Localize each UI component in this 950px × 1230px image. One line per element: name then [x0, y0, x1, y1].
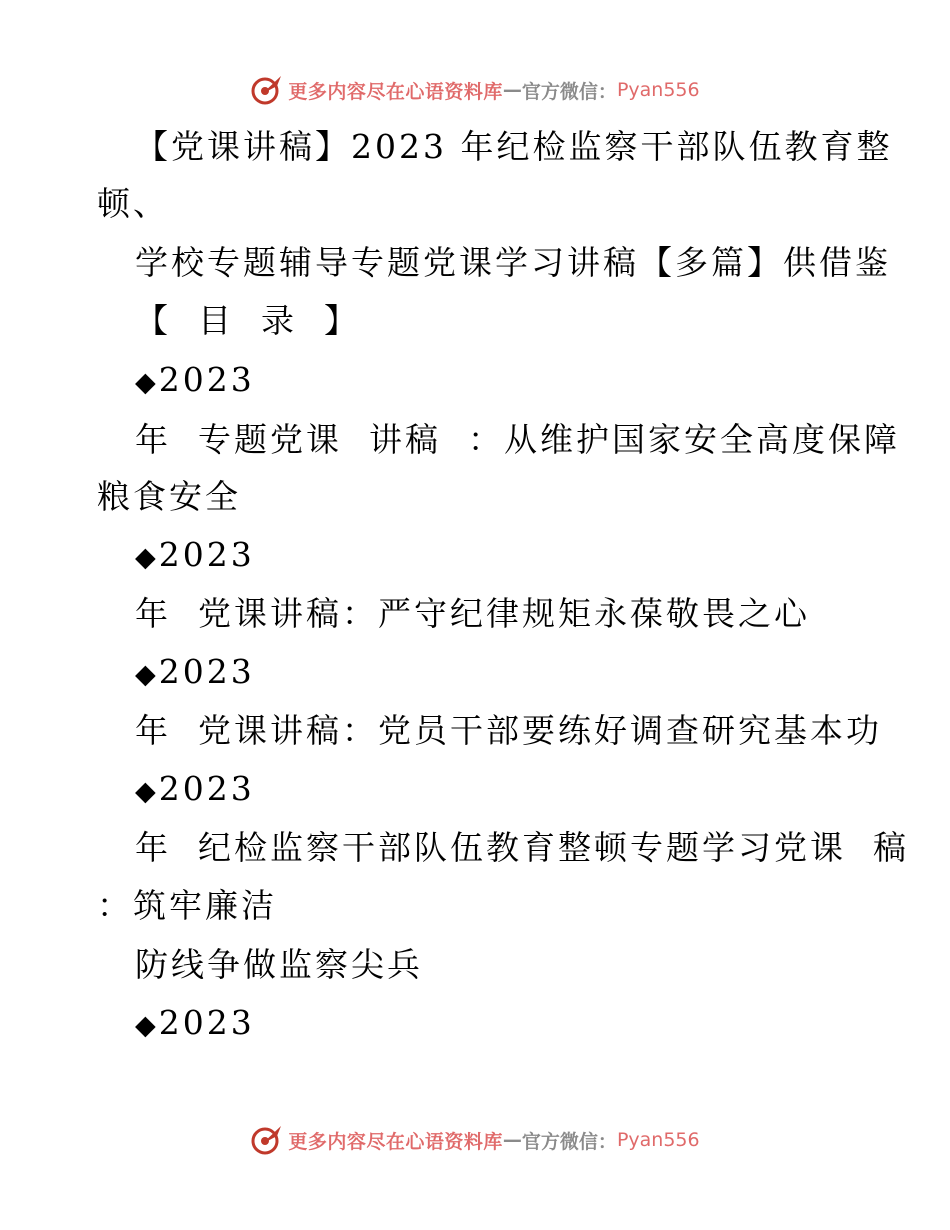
toc-item-1-year	[135, 360, 255, 403]
toc-heading: 【 目 录 】	[135, 301, 360, 340]
quill-pen-circle-icon	[250, 1123, 284, 1157]
doc-title-line-2: 顿、	[97, 184, 169, 223]
toc-item-2-title: 年 党课讲稿：严守纪律规矩永葆敬畏之心	[135, 594, 810, 633]
footer-banner	[0, 1120, 950, 1160]
diamond-bullet-icon: ◆	[135, 776, 159, 807]
toc-item-4-title: 年 纪检监察干部队伍教育整顿专题学习党课 稿	[135, 828, 909, 867]
quill-pen-circle-icon	[250, 73, 284, 107]
year-label: 2023	[158, 769, 255, 808]
toc-item-2-year	[135, 535, 255, 578]
diamond-bullet-icon: ◆	[135, 1010, 159, 1041]
year-label: 2023	[158, 535, 255, 574]
year-label: 2023	[158, 1003, 255, 1042]
banner-wechat-label: 官方微信：	[521, 80, 617, 103]
year-label: 2023	[158, 360, 255, 399]
toc-item-1-title-cont: 粮食安全	[97, 477, 241, 516]
toc-item-1-title: 年 专题党课 讲稿 ：从维护国家安全高度保障	[135, 420, 900, 459]
diamond-bullet-icon: ◆	[135, 659, 159, 690]
toc-item-4-title-cont-2: 防线争做监察尖兵	[135, 945, 423, 984]
header-banner	[0, 70, 950, 110]
doc-title-line-1: 【党课讲稿】2023 年纪检监察干部队伍教育整	[135, 127, 893, 166]
toc-item-4-title-cont: ：筑牢廉洁	[97, 886, 277, 925]
toc-item-4-year	[135, 769, 255, 812]
banner-separator: —	[502, 79, 522, 101]
banner-site: 更多内容尽在心语资料库	[288, 1130, 503, 1153]
toc-item-3-title: 年 党课讲稿：党员干部要练好调查研究基本功	[135, 711, 882, 750]
doc-title-line-3: 学校专题辅导专题党课学习讲稿【多篇】供借鉴	[135, 243, 891, 282]
diamond-bullet-icon: ◆	[135, 367, 159, 398]
toc-item-5-year	[135, 1003, 255, 1046]
banner-wechat-id: Pyan556	[616, 79, 700, 101]
year-label: 2023	[158, 652, 255, 691]
banner-wechat-id: Pyan556	[616, 1129, 700, 1151]
diamond-bullet-icon: ◆	[135, 542, 159, 573]
banner-site: 更多内容尽在心语资料库	[288, 80, 503, 103]
banner-separator: —	[502, 1129, 522, 1151]
banner-wechat-label: 官方微信：	[521, 1130, 617, 1153]
toc-item-3-year	[135, 652, 255, 695]
